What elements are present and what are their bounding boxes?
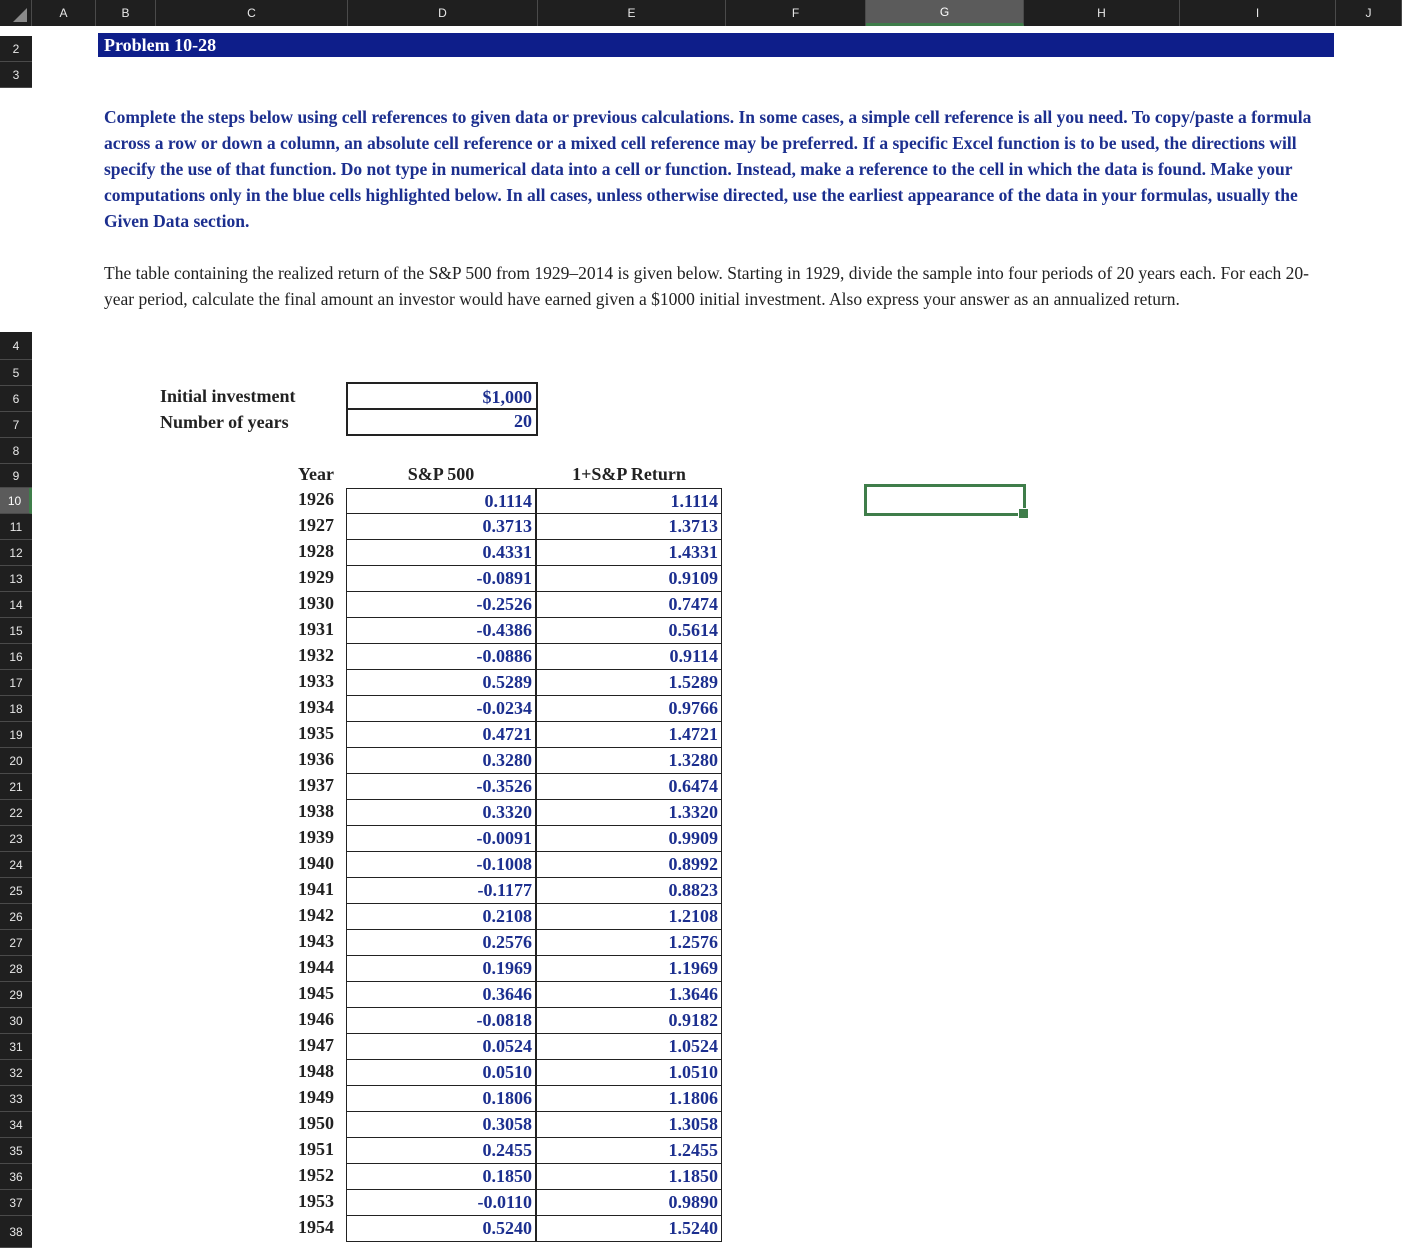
row-header-11[interactable]: 11 bbox=[0, 514, 32, 540]
row-header-35[interactable]: 35 bbox=[0, 1138, 32, 1164]
column-header-c[interactable]: C bbox=[156, 0, 348, 26]
year-cell[interactable]: 1926 bbox=[298, 489, 334, 509]
select-all-icon bbox=[13, 8, 27, 22]
sp500-return-cell[interactable]: -0.1177 bbox=[346, 878, 536, 904]
selected-cell-g10[interactable] bbox=[864, 484, 1026, 516]
sp500-return-cell[interactable]: -0.2526 bbox=[346, 592, 536, 618]
one-plus-return-cell[interactable]: 1.1969 bbox=[536, 956, 722, 982]
one-plus-return-cell[interactable]: 1.2108 bbox=[536, 904, 722, 930]
row-header-8[interactable]: 8 bbox=[0, 438, 32, 464]
year-cell[interactable]: 1950 bbox=[298, 1113, 334, 1133]
one-plus-return-cell[interactable]: 1.3058 bbox=[536, 1112, 722, 1138]
row-header-14[interactable]: 14 bbox=[0, 592, 32, 618]
row-header-17[interactable]: 17 bbox=[0, 670, 32, 696]
column-header-g[interactable]: G bbox=[866, 0, 1024, 26]
row-header-25[interactable]: 25 bbox=[0, 878, 32, 904]
sp500-return-cell[interactable]: 0.3646 bbox=[346, 982, 536, 1008]
one-plus-return-cell[interactable]: 0.9114 bbox=[536, 644, 722, 670]
sp500-return-cell[interactable]: -0.0818 bbox=[346, 1008, 536, 1034]
one-plus-return-cell[interactable]: 1.4331 bbox=[536, 540, 722, 566]
problem-title: Problem 10-28 bbox=[98, 33, 1334, 57]
year-cell[interactable]: 1939 bbox=[298, 827, 334, 847]
row-header-7[interactable]: 7 bbox=[0, 412, 32, 438]
year-cell[interactable]: 1928 bbox=[298, 541, 334, 561]
sp500-return-cell[interactable]: 0.3320 bbox=[346, 800, 536, 826]
row-header-9[interactable]: 9 bbox=[0, 464, 32, 488]
sp500-return-cell[interactable]: 0.4721 bbox=[346, 722, 536, 748]
column-header-f[interactable]: F bbox=[726, 0, 866, 26]
sp500-return-cell[interactable]: 0.0524 bbox=[346, 1034, 536, 1060]
row-header-2[interactable]: 2 bbox=[0, 36, 32, 62]
one-plus-return-cell[interactable]: 0.9909 bbox=[536, 826, 722, 852]
one-plus-return-cell[interactable]: 0.5614 bbox=[536, 618, 722, 644]
one-plus-return-cell[interactable]: 0.9109 bbox=[536, 566, 722, 592]
year-cell[interactable]: 1933 bbox=[298, 671, 334, 691]
sp500-return-cell[interactable]: -0.3526 bbox=[346, 774, 536, 800]
sp500-return-cell[interactable]: -0.0891 bbox=[346, 566, 536, 592]
row-header-37[interactable]: 37 bbox=[0, 1190, 32, 1216]
row-header-20[interactable]: 20 bbox=[0, 748, 32, 774]
instructions-text: Complete the steps below using cell references to given data or previous calculations. In some cases, a simple cell reference is all you need. To copy/paste a formula across a row or down a column, an absolute cell reference or a mixed cell reference may be preferred. If a specific Excel function is to be used, the directions will specify the use of that function. Do not type in numerical data into a cell or function. Instead, make a reference to the cell in which the data is found. Make your computations only in the blue cells highlighted below. In all cases, unless otherwise directed, use the earliest appearance of the data in your formulas, usually the Given Data section. bbox=[104, 107, 1312, 231]
sp500-return-cell[interactable]: -0.0110 bbox=[346, 1190, 536, 1216]
one-plus-return-cell[interactable]: 0.9182 bbox=[536, 1008, 722, 1034]
sp500-return-cell[interactable]: 0.2108 bbox=[346, 904, 536, 930]
year-cell[interactable]: 1932 bbox=[298, 645, 334, 665]
one-plus-return-cell[interactable]: 1.1850 bbox=[536, 1164, 722, 1190]
sp500-return-cell[interactable]: -0.0886 bbox=[346, 644, 536, 670]
year-cell[interactable]: 1938 bbox=[298, 801, 334, 821]
row-header-10[interactable]: 10 bbox=[0, 488, 32, 514]
year-cell[interactable]: 1954 bbox=[298, 1217, 334, 1237]
sp500-return-cell[interactable]: 0.5289 bbox=[346, 670, 536, 696]
sp500-return-cell[interactable]: 0.5240 bbox=[346, 1216, 536, 1242]
row-header-22[interactable]: 22 bbox=[0, 800, 32, 826]
sp500-return-cell[interactable]: 0.3058 bbox=[346, 1112, 536, 1138]
column-header-i[interactable]: I bbox=[1180, 0, 1336, 26]
year-cell[interactable]: 1930 bbox=[298, 593, 334, 613]
sp500-header: S&P 500 bbox=[407, 464, 475, 484]
one-plus-return-cell[interactable]: 1.2455 bbox=[536, 1138, 722, 1164]
row-header-5[interactable]: 5 bbox=[0, 360, 32, 386]
row-header-30[interactable]: 30 bbox=[0, 1008, 32, 1034]
one-plus-return-cell[interactable]: 1.3280 bbox=[536, 748, 722, 774]
sp500-return-cell[interactable]: -0.0091 bbox=[346, 826, 536, 852]
one-plus-return-cell[interactable]: 1.5240 bbox=[536, 1216, 722, 1242]
column-header-e[interactable]: E bbox=[538, 0, 726, 26]
year-cell[interactable]: 1937 bbox=[298, 775, 334, 795]
column-header-j[interactable]: J bbox=[1336, 0, 1402, 26]
one-plus-return-cell[interactable]: 1.3646 bbox=[536, 982, 722, 1008]
one-plus-return-cell[interactable]: 0.8823 bbox=[536, 878, 722, 904]
column-header-h[interactable]: H bbox=[1024, 0, 1180, 26]
one-plus-return-cell[interactable]: 1.3713 bbox=[536, 514, 722, 540]
row-header-19[interactable]: 19 bbox=[0, 722, 32, 748]
initial-investment-label: Initial investment bbox=[160, 386, 296, 406]
year-cell[interactable]: 1949 bbox=[298, 1087, 334, 1107]
row-header-23[interactable]: 23 bbox=[0, 826, 32, 852]
row-header-26[interactable]: 26 bbox=[0, 904, 32, 930]
one-plus-return-cell[interactable]: 0.9890 bbox=[536, 1190, 722, 1216]
row-header-32[interactable]: 32 bbox=[0, 1060, 32, 1086]
sp500-return-cell[interactable]: 0.1114 bbox=[346, 488, 536, 514]
one-plus-return-cell[interactable]: 1.2576 bbox=[536, 930, 722, 956]
one-plus-return-cell[interactable]: 1.5289 bbox=[536, 670, 722, 696]
year-cell[interactable]: 1945 bbox=[298, 983, 334, 1003]
one-plus-return-cell[interactable]: 1.3320 bbox=[536, 800, 722, 826]
column-header-a[interactable]: A bbox=[32, 0, 96, 26]
number-of-years-cell[interactable]: 20 bbox=[346, 408, 538, 436]
row-header-31[interactable]: 31 bbox=[0, 1034, 32, 1060]
row-header-28[interactable]: 28 bbox=[0, 956, 32, 982]
one-plus-return-cell[interactable]: 0.7474 bbox=[536, 592, 722, 618]
one-plus-return-cell[interactable]: 1.4721 bbox=[536, 722, 722, 748]
row-header-27[interactable]: 27 bbox=[0, 930, 32, 956]
year-cell[interactable]: 1935 bbox=[298, 723, 334, 743]
number-of-years-label: Number of years bbox=[160, 412, 289, 432]
one-plus-return-cell[interactable]: 0.8992 bbox=[536, 852, 722, 878]
fill-handle[interactable] bbox=[1018, 508, 1029, 519]
sp500-return-cell[interactable]: -0.1008 bbox=[346, 852, 536, 878]
year-cell[interactable]: 1936 bbox=[298, 749, 334, 769]
year-cell[interactable]: 1941 bbox=[298, 879, 334, 899]
year-cell[interactable]: 1943 bbox=[298, 931, 334, 951]
select-all-corner[interactable] bbox=[0, 0, 32, 26]
problem-description: The table containing the realized return of the S&P 500 from 1929–2014 is given below. Starting in 1929, divide the sample into four periods of 20 years each. For each 20-year period, calculate the final amount an investor would have earned given a $1000 initial investment. Also express your answer as an annualized return. bbox=[104, 263, 1309, 309]
sp500-return-cell[interactable]: 0.1806 bbox=[346, 1086, 536, 1112]
year-cell[interactable]: 1951 bbox=[298, 1139, 334, 1159]
year-cell[interactable]: 1940 bbox=[298, 853, 334, 873]
row-header-36[interactable]: 36 bbox=[0, 1164, 32, 1190]
sp500-return-cell[interactable]: 0.3280 bbox=[346, 748, 536, 774]
sp500-return-cell[interactable]: 0.2576 bbox=[346, 930, 536, 956]
year-cell[interactable]: 1942 bbox=[298, 905, 334, 925]
row-header-4[interactable]: 4 bbox=[0, 332, 32, 360]
year-cell[interactable]: 1948 bbox=[298, 1061, 334, 1081]
one-plus-return-cell[interactable]: 1.0524 bbox=[536, 1034, 722, 1060]
year-cell[interactable]: 1929 bbox=[298, 567, 334, 587]
sp500-return-cell[interactable]: 0.1850 bbox=[346, 1164, 536, 1190]
initial-investment-cell[interactable]: $1,000 bbox=[346, 382, 538, 410]
one-plus-return-cell[interactable]: 0.6474 bbox=[536, 774, 722, 800]
sp500-return-cell[interactable]: -0.0234 bbox=[346, 696, 536, 722]
year-cell[interactable]: 1934 bbox=[298, 697, 334, 717]
year-cell[interactable]: 1952 bbox=[298, 1165, 334, 1185]
row-header-15[interactable]: 15 bbox=[0, 618, 32, 644]
year-cell[interactable]: 1944 bbox=[298, 957, 334, 977]
sp500-return-cell[interactable]: 0.0510 bbox=[346, 1060, 536, 1086]
sp500-return-cell[interactable]: 0.2455 bbox=[346, 1138, 536, 1164]
sp500-return-cell[interactable]: 0.1969 bbox=[346, 956, 536, 982]
row-header-24[interactable]: 24 bbox=[0, 852, 32, 878]
year-cell[interactable]: 1927 bbox=[298, 515, 334, 535]
row-3-spacer bbox=[0, 88, 32, 332]
row-header-33[interactable]: 33 bbox=[0, 1086, 32, 1112]
one-plus-return-cell[interactable]: 1.0510 bbox=[536, 1060, 722, 1086]
one-plus-return-header: 1+S&P Return bbox=[572, 464, 686, 484]
year-cell[interactable]: 1953 bbox=[298, 1191, 334, 1211]
row-header-16[interactable]: 16 bbox=[0, 644, 32, 670]
year-cell[interactable]: 1947 bbox=[298, 1035, 334, 1055]
bottom-edge bbox=[0, 1248, 1402, 1252]
row-header-29[interactable]: 29 bbox=[0, 982, 32, 1008]
one-plus-return-cell[interactable]: 1.1114 bbox=[536, 488, 722, 514]
row-header-3[interactable]: 3 bbox=[0, 62, 32, 88]
row-header-34[interactable]: 34 bbox=[0, 1112, 32, 1138]
row-header-6[interactable]: 6 bbox=[0, 386, 32, 412]
row-header-13[interactable]: 13 bbox=[0, 566, 32, 592]
column-header-b[interactable]: B bbox=[96, 0, 156, 26]
row-header-18[interactable]: 18 bbox=[0, 696, 32, 722]
sp500-return-cell[interactable]: 0.4331 bbox=[346, 540, 536, 566]
row-header-38[interactable]: 38 bbox=[0, 1216, 32, 1248]
row-header-12[interactable]: 12 bbox=[0, 540, 32, 566]
column-header-d[interactable]: D bbox=[348, 0, 538, 26]
sp500-return-cell[interactable]: -0.4386 bbox=[346, 618, 536, 644]
row-header-21[interactable]: 21 bbox=[0, 774, 32, 800]
year-header: Year bbox=[298, 464, 334, 484]
year-cell[interactable]: 1931 bbox=[298, 619, 334, 639]
sp500-return-cell[interactable]: 0.3713 bbox=[346, 514, 536, 540]
one-plus-return-cell[interactable]: 0.9766 bbox=[536, 696, 722, 722]
year-cell[interactable]: 1946 bbox=[298, 1009, 334, 1029]
one-plus-return-cell[interactable]: 1.1806 bbox=[536, 1086, 722, 1112]
